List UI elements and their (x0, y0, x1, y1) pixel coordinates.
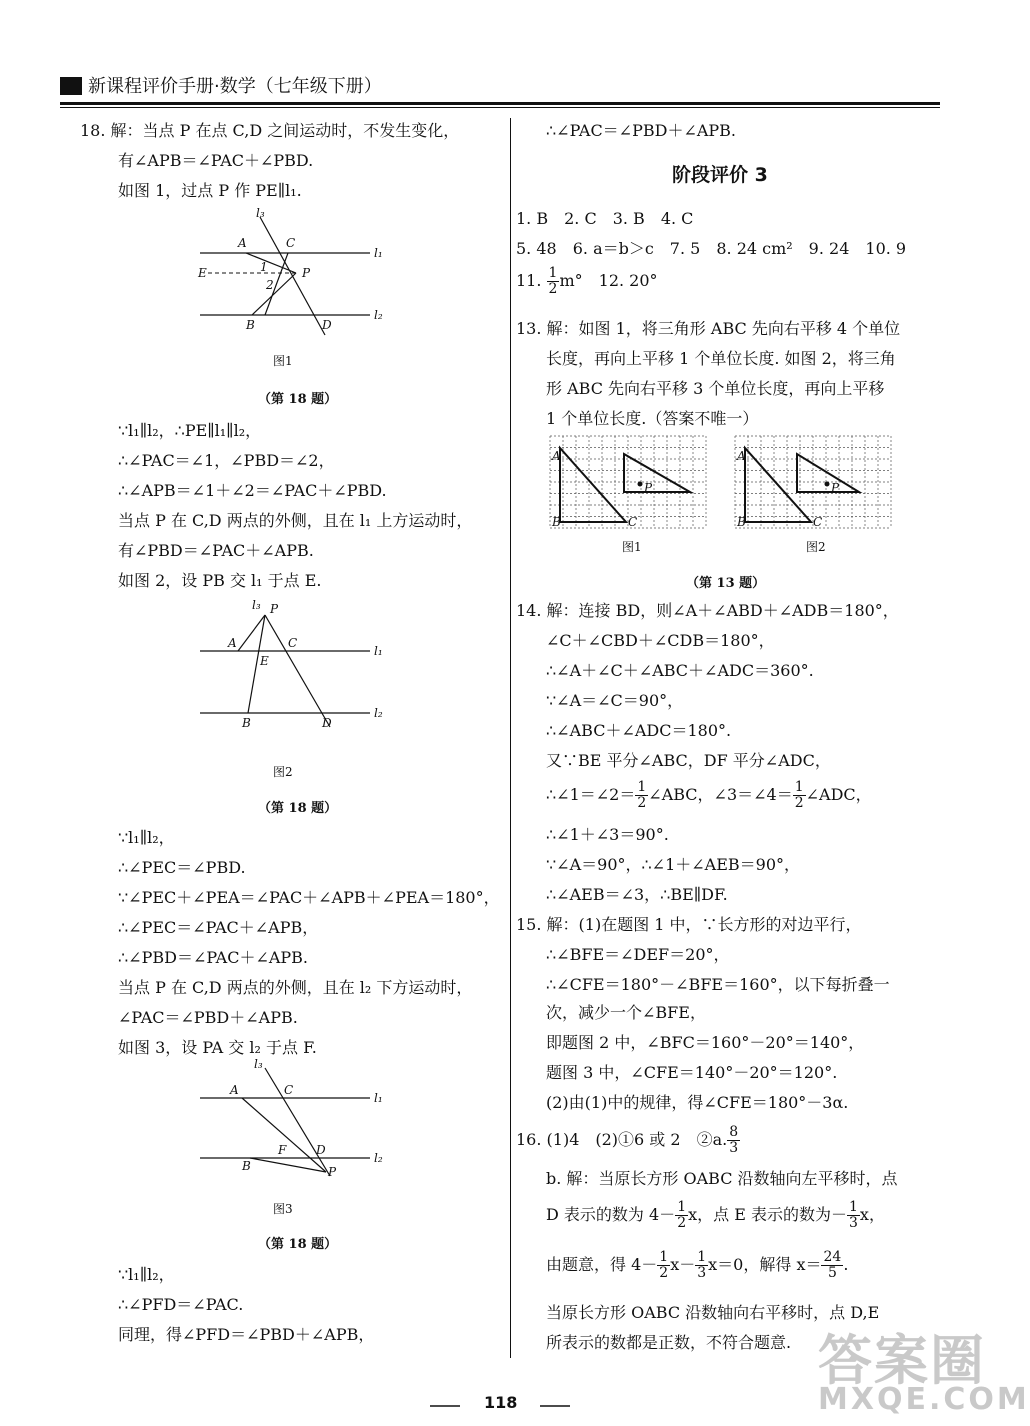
text-line: 题图 3 中，∠CFE＝140°－20°＝120°. (546, 1063, 838, 1082)
numerator: 1 (794, 779, 804, 795)
svg-text:B: B (242, 716, 251, 730)
text-line: 即题图 2 中，∠BFC＝160°－20°＝140°， (546, 1033, 865, 1052)
text-fragment: x＝0，解得 x＝ (708, 1255, 822, 1274)
svg-text:l₃: l₃ (256, 206, 265, 220)
svg-text:2: 2 (266, 278, 274, 292)
svg-text:A: A (737, 449, 746, 463)
text-fragment: 16. (1)4 (2)①6 或 2 ②a. (516, 1130, 728, 1149)
text-line: ∵l₁∥l₂， (118, 828, 175, 847)
numerator: 8 (729, 1124, 739, 1140)
denominator: 3 (729, 1140, 739, 1156)
text-line: ∴∠PBD＝∠PAC＋∠APB. (118, 948, 309, 967)
svg-text:l₁: l₁ (374, 246, 383, 260)
text-line: ∵l₁∥l₂， (118, 1265, 175, 1284)
fraction (727, 1125, 740, 1156)
fraction (695, 1250, 708, 1281)
figure-caption: （第 13 题） (686, 576, 766, 591)
text-line: ∴∠1＋∠3＝90°. (546, 825, 669, 844)
denominator: 2 (659, 1265, 669, 1281)
numerator: 24 (823, 1249, 842, 1265)
text-line: ∴∠AEB＝∠3，∴BE∥DF. (546, 885, 728, 904)
svg-text:C: C (286, 236, 296, 250)
grid-figure-2 (733, 432, 893, 532)
text-fragment: ∴∠1＝∠2＝ (546, 785, 636, 804)
figure-2 (190, 595, 390, 735)
text-line (546, 780, 872, 811)
text-line: 次，减少一个∠BFE， (546, 1003, 706, 1022)
svg-text:C: C (628, 515, 638, 529)
answer-text: m° 12. 20° (559, 271, 658, 290)
fraction (793, 780, 806, 811)
grid-figure-1 (548, 432, 708, 532)
denominator: 2 (637, 795, 647, 811)
numerator: 1 (548, 265, 558, 281)
svg-text:l₂: l₂ (374, 706, 383, 720)
denominator: 2 (548, 281, 558, 297)
svg-text:l₃: l₃ (252, 598, 261, 612)
watermark-logo: 答案圈 (818, 1329, 986, 1392)
page-header (60, 72, 382, 98)
fraction (821, 1250, 843, 1281)
answer-line (516, 266, 658, 297)
text-line: (2)由(1)中的规律，得∠CFE＝180°－3α. (546, 1093, 849, 1112)
svg-text:P: P (328, 1165, 337, 1179)
numerator: 1 (677, 1199, 687, 1215)
text-line: b. 解：当原长方形 OABC 沿数轴向左平移时，点 (546, 1169, 898, 1188)
svg-text:C: C (288, 636, 298, 650)
text-line: 如图 3，设 PA 交 l₂ 于点 F. (118, 1038, 317, 1057)
text-line: ∵∠A＝90°，∴∠1＋∠AEB＝90°， (546, 855, 801, 874)
text-line: ∠C＋∠CBD＋∠CDB＝180°， (546, 631, 775, 650)
svg-text:l₁: l₁ (374, 1091, 383, 1105)
text-fragment: 由题意，得 4－ (546, 1255, 658, 1274)
text-line: 13. 解：如图 1，将三角形 ABC 先向右平移 4 个单位 (516, 319, 901, 338)
header-rule-thin (60, 107, 940, 108)
figure-caption: （第 18 题） (258, 1237, 338, 1252)
svg-text:A: A (238, 236, 247, 250)
text-line: ∵∠PEC＋∠PEA＝∠PAC＋∠APB＋∠PEA＝180°， (118, 888, 500, 907)
header-rule-thick (60, 102, 940, 105)
text-line: ∴∠PEC＝∠PAC＋∠APB， (118, 918, 319, 937)
text-fragment: ∠ADC， (805, 785, 872, 804)
text-line: ∴∠PEC＝∠PBD. (118, 858, 246, 877)
numerator: 1 (697, 1249, 707, 1265)
text-line (546, 1250, 848, 1281)
text-fragment: ∠ABC，∠3＝∠4＝ (648, 785, 793, 804)
text-line: 当点 P 在 C,D 两点的外侧，且在 l₂ 下方运动时， (118, 978, 473, 997)
svg-text:D: D (316, 1143, 326, 1157)
fraction (547, 266, 560, 297)
figure-3-label: 图3 (273, 1202, 293, 1216)
text-line: ∴∠BFE＝∠DEF＝20°， (546, 945, 730, 964)
answer-line: 1. B 2. C 3. B 4. C (516, 209, 694, 228)
svg-text:B: B (246, 318, 255, 332)
svg-text:l₂: l₂ (374, 308, 383, 322)
text-line: 1 个单位长度.（答案不唯一） (546, 409, 759, 428)
grid-figure-1-label: 图1 (622, 540, 642, 554)
text-line (516, 1125, 740, 1156)
text-line: 如图 1，过点 P 作 PE∥l₁. (118, 181, 302, 200)
denominator: 3 (849, 1215, 858, 1231)
svg-text:P: P (831, 481, 840, 495)
text-line: 15. 解：(1)在题图 1 中，∵长方形的对边平行， (516, 915, 862, 934)
text-line: ∴∠ABC＋∠ADC＝180°. (546, 721, 732, 740)
column-divider (510, 118, 511, 1358)
text-line: 又∵BE 平分∠ABC，DF 平分∠ADC， (546, 751, 831, 770)
text-line: ∵l₁∥l₂，∴PE∥l₁∥l₂， (118, 421, 262, 440)
text-line: ∴∠PAC＝∠1，∠PBD＝∠2， (118, 451, 335, 470)
text-line: 如图 2，设 PB 交 l₁ 于点 E. (118, 571, 322, 590)
svg-text:l₁: l₁ (374, 644, 383, 658)
svg-text:C: C (284, 1083, 294, 1097)
text-line: 有∠PBD＝∠PAC＋∠APB. (118, 541, 314, 560)
svg-text:C: C (813, 515, 823, 529)
svg-text:B: B (242, 1159, 251, 1173)
text-line: 当原长方形 OABC 沿数轴向右平移时，点 D,E (546, 1303, 880, 1322)
text-line: ∴∠A＋∠C＋∠ABC＋∠ADC＝360°. (546, 661, 814, 680)
svg-text:P: P (270, 602, 279, 616)
text-line: ∴∠CFE＝180°－∠BFE＝160°，以下每折叠一 (546, 975, 890, 994)
numerator: 1 (849, 1199, 858, 1215)
svg-text:A: A (230, 1083, 239, 1097)
denominator: 2 (794, 795, 804, 811)
fraction (635, 780, 648, 811)
text-line: ∴∠PFD＝∠PAC. (118, 1295, 244, 1314)
figure-1 (190, 205, 390, 345)
svg-text:l₂: l₂ (374, 1151, 383, 1165)
numerator: 1 (637, 779, 647, 795)
figure-caption: （第 18 题） (258, 392, 338, 407)
answer-line: 5. 48 6. a＝b＞c 7. 5 8. 24 cm² 9. 24 10. 9 (516, 239, 907, 258)
fraction (847, 1200, 860, 1231)
text-fragment: . (843, 1255, 849, 1274)
text-fragment: x－ (670, 1255, 696, 1274)
svg-text:1: 1 (260, 260, 268, 274)
answer-number: 11. (516, 271, 542, 290)
figure-1-label: 图1 (273, 354, 293, 368)
text-line: 同理，得∠PFD＝∠PBD＋∠APB， (118, 1325, 375, 1344)
svg-text:F: F (278, 1143, 287, 1157)
svg-text:B: B (552, 515, 561, 529)
svg-text:A: A (228, 636, 237, 650)
numerator: 1 (659, 1249, 669, 1265)
denominator: 2 (677, 1215, 687, 1231)
svg-text:l₃: l₃ (254, 1057, 263, 1071)
text-fragment: D 表示的数为 4－ (546, 1205, 676, 1224)
text-line: 所表示的数都是正数，不符合题意. (546, 1333, 792, 1352)
figure-2-label: 图2 (273, 765, 293, 779)
svg-text:D: D (322, 716, 332, 730)
text-line: ∠PAC＝∠PBD＋∠APB. (118, 1008, 298, 1027)
svg-text:B: B (737, 515, 746, 529)
text-line: ∵∠A＝∠C＝90°， (546, 691, 684, 710)
text-line: 有∠APB＝∠PAC＋∠PBD. (118, 151, 314, 170)
section-title: 阶段评价 3 (672, 164, 768, 186)
page-number: 118 (484, 1393, 518, 1412)
svg-text:P: P (302, 266, 311, 280)
text-line: 当点 P 在 C,D 两点的外侧，且在 l₁ 上方运动时， (118, 511, 473, 530)
svg-text:D: D (322, 318, 332, 332)
svg-text:P: P (644, 481, 653, 495)
book-icon (60, 77, 82, 95)
denominator: 5 (827, 1265, 837, 1281)
text-line: ∴∠PAC＝∠PBD＋∠APB. (546, 121, 737, 140)
grid-figure-2-label: 图2 (806, 540, 826, 554)
svg-text:A: A (552, 449, 561, 463)
figure-3 (190, 1057, 390, 1190)
svg-text:E: E (198, 266, 207, 280)
denominator: 3 (697, 1265, 707, 1281)
text-line: 14. 解：连接 BD，则∠A＋∠ABD＋∠ADB＝180°， (516, 601, 899, 620)
text-line: 形 ABC 先向右平移 3 个单位长度，再向上平移 (546, 379, 885, 398)
fraction (657, 1250, 670, 1281)
text-line (546, 1200, 885, 1231)
text-line: 长度，再向上平移 1 个单位长度. 如图 2，将三角 (546, 349, 896, 368)
text-fragment: x， (859, 1205, 885, 1224)
text-line: 18. 解：当点 P 在点 C,D 之间运动时，不发生变化， (80, 121, 460, 140)
watermark-url: MXQE.COM (818, 1382, 1030, 1417)
fraction (675, 1200, 688, 1231)
header-title: 新课程评价手册·数学（七年级下册） (88, 76, 382, 97)
svg-text:E: E (260, 654, 269, 668)
figure-caption: （第 18 题） (258, 801, 338, 816)
text-fragment: x，点 E 表示的数为－ (688, 1205, 847, 1224)
text-line: ∴∠APB＝∠1＋∠2＝∠PAC＋∠PBD. (118, 481, 387, 500)
